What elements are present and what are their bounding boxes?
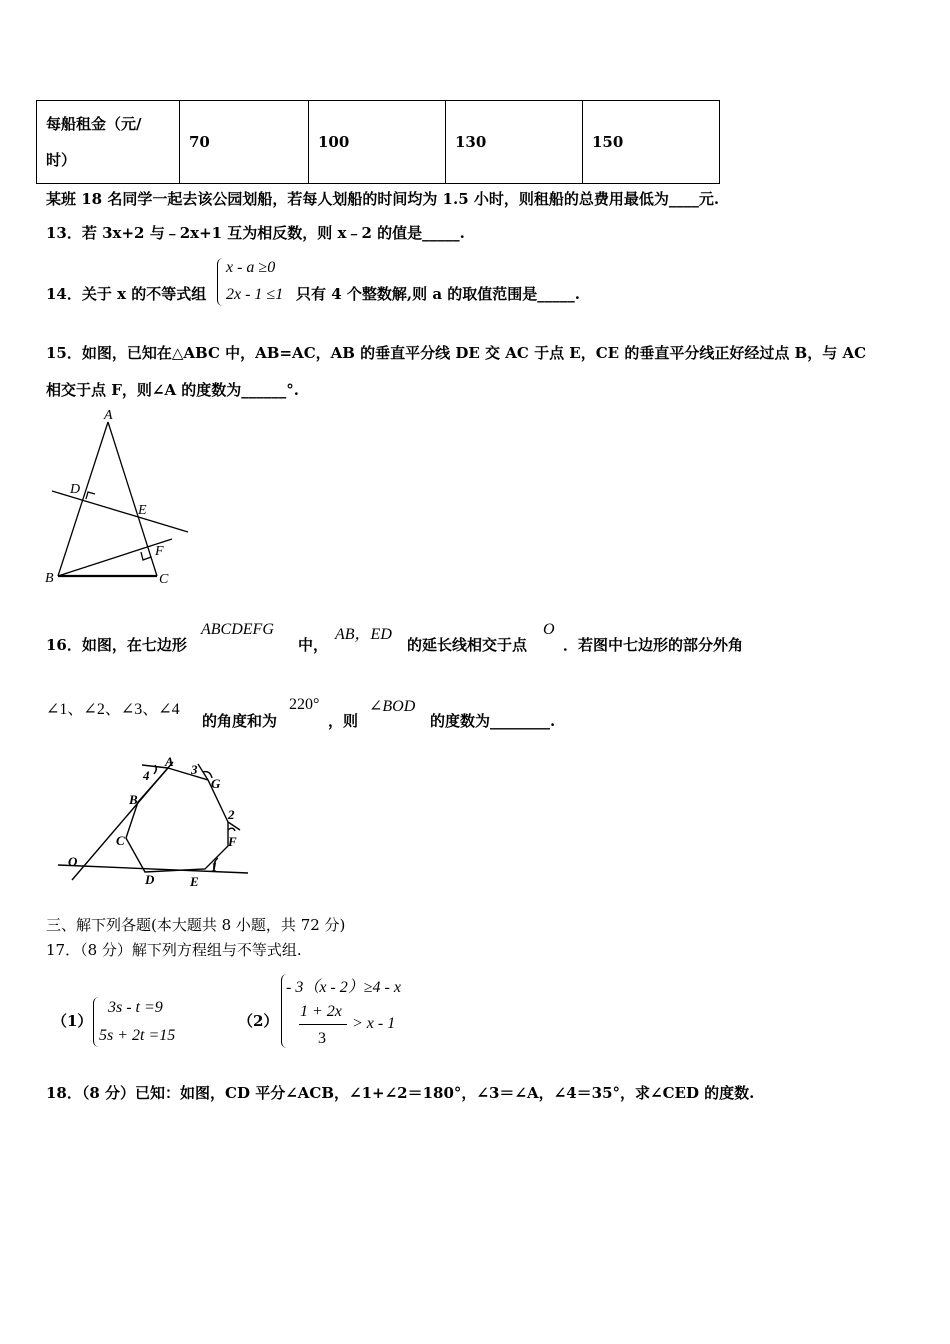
q17-eq1: 3s - t =9: [108, 999, 163, 1016]
q16-prefix: 16．如图，在七边形: [46, 636, 187, 654]
q16-sum: 220°: [289, 696, 320, 713]
table-cell: 100: [309, 101, 446, 184]
q17-part2-label: （2）: [238, 1012, 279, 1030]
q17-ineq2-numerator: 1 + 2x: [300, 1003, 342, 1020]
label-b: B: [45, 571, 54, 586]
label-a: A: [104, 408, 113, 423]
label-d: D: [70, 482, 81, 497]
heptagon-figure: [50, 752, 260, 892]
table-header-line1: 每船租金（元/: [46, 115, 142, 133]
table-cell: 70: [180, 101, 309, 184]
q16-angles: ∠1、∠2、∠3、∠4: [46, 701, 180, 718]
q16-mid4: ，则: [328, 712, 359, 730]
q17-ineq2-rhs: > x - 1: [352, 1015, 396, 1032]
label-f: F: [228, 834, 237, 849]
right-angle-d: [86, 492, 95, 499]
q14-ineq2: 2x - 1 ≤1: [226, 286, 284, 303]
line-de: [52, 491, 188, 532]
q12-tail: 某班 18 名同学一起去该公园划船，若每人划船的时间均为 1.5 小时，则租船的总费用最低为____元.: [46, 190, 720, 208]
rent-table: [36, 100, 720, 184]
q15-line1: 15．如图，已知在△ABC 中，AB=AC，AB 的垂直平分线 DE 交 AC 于点 E，CE 的垂直平分线正好经过点 B，与 AC: [46, 344, 867, 362]
q14-brace: [217, 258, 224, 306]
question-13: 13．若 3x+2 与﹣2x+1 互为相反数，则 x﹣2 的值是_____.: [46, 224, 465, 242]
line-ab: [58, 422, 108, 576]
label-o: O: [68, 854, 78, 869]
label-c: C: [159, 572, 169, 587]
label-c: C: [116, 833, 125, 848]
q14-suffix: 只有 4 个整数解,则 a 的取值范围是_____.: [296, 285, 580, 303]
label-2: 2: [228, 807, 235, 822]
label-e: E: [138, 503, 147, 518]
q14-prefix: 14．关于 x 的不等式组: [46, 285, 207, 303]
q16-suffix2: 的度数为________.: [430, 712, 556, 730]
table-header-line2: 时）: [46, 151, 77, 169]
fraction-bar: [299, 1024, 347, 1025]
label-f: F: [155, 544, 164, 559]
label-4: 4: [143, 768, 150, 783]
q14-ineq1: x - a ≥0: [226, 259, 276, 276]
q16-point: O: [543, 621, 555, 638]
label-3: 3: [191, 762, 198, 777]
section-3-heading: 三、解下列各题(本大题共 8 小题，共 72 分): [46, 916, 346, 934]
q16-mid: 中，: [298, 636, 329, 654]
q16-target: ∠BOD: [369, 698, 416, 715]
table-cell: 130: [446, 101, 583, 184]
line-ab-extended: [72, 762, 173, 880]
label-1: 1: [211, 859, 218, 874]
q17-ineq1: - 3（x - 2）≥4 - x: [286, 979, 401, 996]
triangle-figure: [40, 405, 200, 590]
table-header-cell: [37, 101, 180, 184]
q16-mid3: 的角度和为: [202, 712, 278, 730]
q16-polygon: ABCDEFG: [201, 621, 274, 638]
angle-mark-2: [228, 828, 235, 831]
label-b: B: [129, 792, 138, 807]
table-row: [37, 101, 720, 184]
question-18: 18．（8 分）已知：如图，CD 平分∠ACB，∠1+∠2＝180°，∠3＝∠A，∠4＝35°，求∠CED 的度数.: [46, 1084, 755, 1102]
q17-title: 17．（8 分）解下列方程组与不等式组.: [46, 941, 302, 959]
q17-part1-label: （1）: [52, 1012, 93, 1030]
q17-eq2: 5s + 2t =15: [99, 1027, 176, 1044]
label-d: D: [145, 872, 155, 887]
line-ac: [108, 422, 157, 576]
q16-mid2: 的延长线相交于点: [407, 636, 528, 654]
label-a: A: [165, 754, 174, 769]
table-cell: 150: [583, 101, 720, 184]
label-e: E: [190, 874, 199, 889]
q17-ineq2-denominator: 3: [318, 1030, 326, 1047]
q16-suffix: ．若图中七边形的部分外角: [563, 636, 744, 654]
q15-line2: 相交于点 F，则∠A 的度数为______°.: [46, 381, 300, 399]
q16-lines: AB，ED: [335, 626, 392, 643]
label-g: G: [211, 776, 221, 791]
